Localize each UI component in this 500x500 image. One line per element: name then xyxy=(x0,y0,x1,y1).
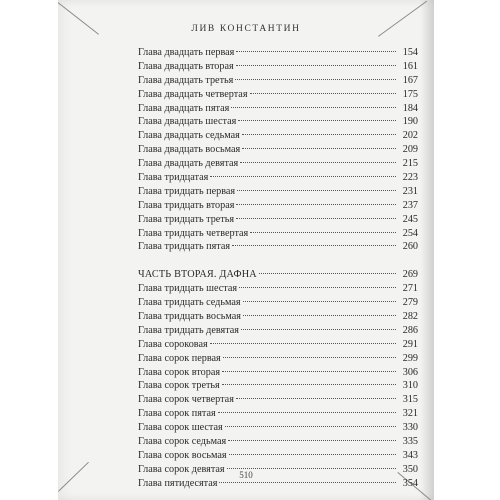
toc-part-heading xyxy=(138,268,418,282)
toc-entry-title: Глава сорок девятая xyxy=(138,463,225,475)
leader-dots xyxy=(219,482,396,483)
leader-dots xyxy=(225,426,396,427)
toc-entry-page: 354 xyxy=(402,477,418,489)
toc-entry xyxy=(138,393,418,407)
leader-dots xyxy=(222,371,396,372)
leader-dots xyxy=(243,315,396,316)
toc-entry-page: 254 xyxy=(402,227,418,239)
toc-entry-title: Глава тридцать седьмая xyxy=(138,297,241,309)
toc-entry xyxy=(138,129,418,143)
leader-dots xyxy=(229,454,396,455)
leader-dots xyxy=(236,218,396,219)
toc-entry-title: Глава тридцать четвертая xyxy=(138,227,249,239)
toc-entry-page: 154 xyxy=(402,47,418,58)
toc-entry-title: Глава тридцатая xyxy=(138,172,209,184)
toc-entry-title: Глава тридцать девятая xyxy=(138,324,239,336)
toc-entry-title: Глава двадцать восьмая xyxy=(138,144,241,156)
toc-entry-title: Глава тридцать шестая xyxy=(138,283,238,295)
toc-entry-page: 330 xyxy=(402,422,418,434)
toc-entry-title: Глава тридцать первая xyxy=(138,185,236,197)
toc-entry-page: 279 xyxy=(402,297,418,309)
toc-entry xyxy=(138,407,418,421)
toc-entry-title: Глава двадцать четвертая xyxy=(138,88,248,100)
toc-entry-page: 209 xyxy=(402,144,418,156)
toc-entry-title: Глава тридцать вторая xyxy=(138,199,235,211)
leader-dots xyxy=(241,329,396,330)
toc-entry xyxy=(138,352,418,366)
toc-entry-page: 335 xyxy=(402,436,418,448)
toc-entry-page: 223 xyxy=(402,172,418,184)
toc-entry-title: Глава сорок седьмая xyxy=(138,436,227,448)
toc-entry-title: Глава сорок вторая xyxy=(138,366,221,378)
toc-entry xyxy=(138,449,418,463)
toc-entry xyxy=(138,324,418,338)
toc-entry-title: Глава двадцать вторая xyxy=(138,60,234,72)
leader-dots xyxy=(227,468,396,469)
toc-entry-page: 321 xyxy=(402,408,418,420)
toc-entry-page: 299 xyxy=(402,352,418,364)
toc-entry-title: Глава двадцать первая xyxy=(138,47,235,58)
toc-section-1 xyxy=(138,46,418,254)
toc-entry-page: 343 xyxy=(402,449,418,461)
toc-entry xyxy=(138,366,418,380)
toc-entry-page: 184 xyxy=(402,102,418,114)
toc-entry-title: Глава двадцать седьмая xyxy=(138,130,240,142)
toc-entry-page: 190 xyxy=(402,116,418,128)
toc-entry-title: Глава сорок первая xyxy=(138,352,221,364)
toc-entry-page: 202 xyxy=(402,130,418,142)
toc-section-2 xyxy=(138,282,418,490)
toc-entry-title: Глава тридцать третья xyxy=(138,213,235,225)
leader-dots xyxy=(236,51,396,52)
leader-dots xyxy=(239,287,396,288)
toc-entry-page: 260 xyxy=(402,241,418,253)
toc-entry-page: 167 xyxy=(402,74,418,86)
leader-dots xyxy=(243,301,396,302)
toc-entry xyxy=(138,421,418,435)
page-edge-shadow xyxy=(420,0,434,500)
toc-entry-title: Глава сороковая xyxy=(138,338,208,350)
toc-entry-page: 315 xyxy=(402,394,418,406)
section-gap xyxy=(138,254,418,268)
toc-entry-title: Глава двадцать пятая xyxy=(138,102,230,114)
leader-dots xyxy=(223,357,396,358)
page-number: 510 xyxy=(239,470,253,480)
leader-dots xyxy=(240,162,396,163)
leader-dots xyxy=(218,412,396,413)
toc-entry xyxy=(138,227,418,241)
toc-entry xyxy=(138,60,418,74)
toc-entry-title: Глава сорок третья xyxy=(138,380,220,392)
leader-dots xyxy=(232,245,396,246)
toc-entry-title: Глава сорок пятая xyxy=(138,408,216,420)
leader-dots xyxy=(228,440,396,441)
toc-entry xyxy=(138,74,418,88)
running-header: ЛИВ КОНСТАНТИН xyxy=(191,24,301,34)
toc-entry xyxy=(138,102,418,116)
leader-dots xyxy=(250,93,396,94)
leader-dots xyxy=(210,343,396,344)
toc-entry-title: Глава сорок шестая xyxy=(138,422,223,434)
toc-entry-page: 237 xyxy=(402,199,418,211)
toc-entry-title: Глава тридцать восьмая xyxy=(138,311,241,323)
toc-entry-page: 231 xyxy=(402,185,418,197)
toc-entry-page: 286 xyxy=(402,324,418,336)
toc-entry-title: Глава двадцать шестая xyxy=(138,116,237,128)
leader-dots xyxy=(236,204,396,205)
leader-dots xyxy=(250,232,396,233)
toc-entry-title: Глава сорок четвертая xyxy=(138,394,234,406)
leader-dots xyxy=(210,176,396,177)
toc-entry xyxy=(138,199,418,213)
toc-entry xyxy=(138,379,418,393)
toc-entry-title: Глава пятидесятая xyxy=(138,477,218,489)
toc-entry xyxy=(138,240,418,254)
toc-entry-title: Глава тридцать пятая xyxy=(138,241,231,253)
toc-entry-page: 282 xyxy=(402,311,418,323)
leader-dots xyxy=(237,190,396,191)
toc-entry-page: 271 xyxy=(402,283,418,295)
toc-entry xyxy=(138,213,418,227)
toc-entry-title: Глава двадцать девятая xyxy=(138,158,239,170)
toc-entry-page: 215 xyxy=(402,158,418,170)
leader-dots xyxy=(259,273,396,274)
toc-entry-title: Глава двадцать третья xyxy=(138,74,234,86)
toc-entry-page: 310 xyxy=(402,380,418,392)
toc-entry-page: 306 xyxy=(402,366,418,378)
toc-entry-page: 350 xyxy=(402,463,418,475)
leader-dots xyxy=(236,65,396,66)
table-of-contents xyxy=(138,46,418,491)
toc-entry xyxy=(138,310,418,324)
part-heading-page: 269 xyxy=(402,269,418,281)
leader-dots xyxy=(242,134,396,135)
leader-dots xyxy=(222,384,396,385)
book-page xyxy=(58,0,434,500)
toc-entry-page: 291 xyxy=(402,338,418,350)
leader-dots xyxy=(242,148,396,149)
part-heading-title: ЧАСТЬ ВТОРАЯ. ДАФНА xyxy=(138,269,257,281)
leader-dots xyxy=(238,120,396,121)
toc-entry-title: Глава сорок восьмая xyxy=(138,449,227,461)
toc-entry xyxy=(138,143,418,157)
toc-entry xyxy=(138,88,418,102)
toc-entry xyxy=(138,435,418,449)
leader-dots xyxy=(231,107,396,108)
leader-dots xyxy=(236,398,396,399)
leader-dots xyxy=(235,79,396,80)
toc-entry xyxy=(138,157,418,171)
toc-entry-page: 175 xyxy=(402,88,418,100)
toc-entry-page: 245 xyxy=(402,213,418,225)
toc-entry xyxy=(138,185,418,199)
toc-entry-page: 161 xyxy=(402,60,418,72)
toc-entry xyxy=(138,46,418,60)
toc-entry xyxy=(138,282,418,296)
toc-entry xyxy=(138,171,418,185)
toc-entry xyxy=(138,296,418,310)
toc-entry xyxy=(138,338,418,352)
toc-entry xyxy=(138,115,418,129)
